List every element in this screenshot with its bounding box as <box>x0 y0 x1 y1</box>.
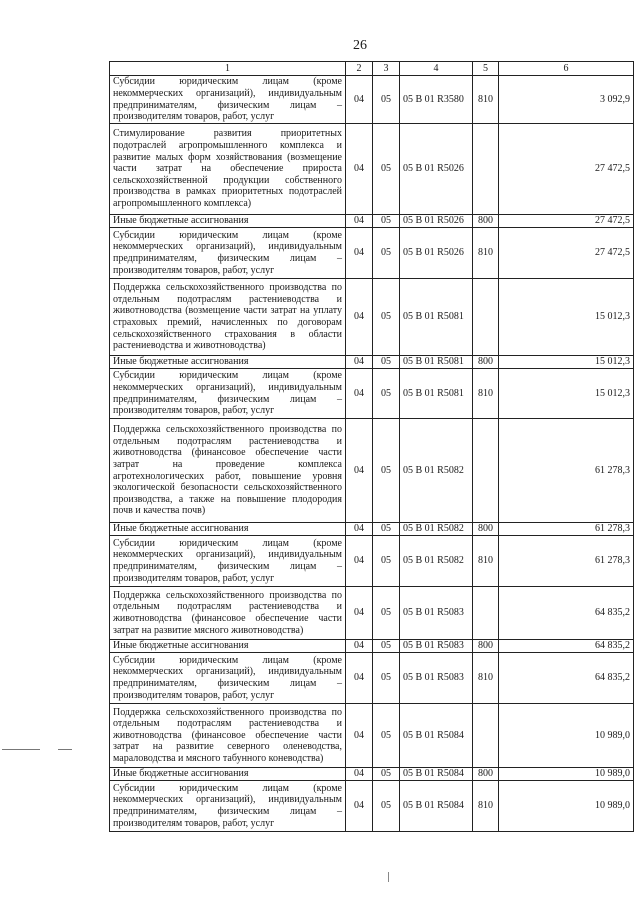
row-description: Субсидии юридическим лицам (кроме некоммерческих организаций), индивидуальным предпринимателям, физическим лицам – производителям товаров, работ, услуг <box>110 653 346 704</box>
expense-type-code: 800 <box>473 523 499 536</box>
column-header: 1 <box>110 62 346 76</box>
table-row <box>110 640 634 653</box>
page-number: 26 <box>353 38 367 53</box>
expense-type-code <box>473 124 499 215</box>
amount: 15 012,3 <box>499 369 634 419</box>
target-article-code: 05 В 01 R5082 <box>400 523 473 536</box>
table-row <box>110 215 634 228</box>
row-description: Поддержка сельскохозяйственного производства по отдельным подотраслям растениеводства и животноводства (финансовое обеспечение части затрат на проведение комплекса агротехнологических работ, повышение уровня экологической безопасности сельскохозяйственного производства, а также на повышение плодородия почв и качества почв) <box>110 419 346 523</box>
amount: 27 472,5 <box>499 124 634 215</box>
column-header: 6 <box>499 62 634 76</box>
expense-type-code: 800 <box>473 640 499 653</box>
target-article-code: 05 В 01 R5081 <box>400 279 473 356</box>
target-article-code: 05 В 01 R5084 <box>400 768 473 781</box>
scan-artifact-tick <box>388 872 389 882</box>
subsection-code: 05 <box>373 653 400 704</box>
table-row <box>110 124 634 215</box>
amount: 15 012,3 <box>499 356 634 369</box>
subsection-code: 05 <box>373 124 400 215</box>
target-article-code: 05 В 01 R5082 <box>400 419 473 523</box>
amount: 10 989,0 <box>499 768 634 781</box>
amount: 10 989,0 <box>499 781 634 832</box>
table-row <box>110 587 634 640</box>
amount: 61 278,3 <box>499 419 634 523</box>
subsection-code: 05 <box>373 781 400 832</box>
subsection-code: 05 <box>373 768 400 781</box>
target-article-code: 05 В 01 R5081 <box>400 356 473 369</box>
column-header: 3 <box>373 62 400 76</box>
amount: 10 989,0 <box>499 704 634 768</box>
target-article-code: 05 В 01 R5083 <box>400 640 473 653</box>
target-article-code: 05 В 01 R5083 <box>400 653 473 704</box>
expense-type-code: 810 <box>473 536 499 587</box>
row-description: Поддержка сельскохозяйственного производства по отдельным подотраслям растениеводства и животноводства (возмещение части затрат на уплату страховых премий, начисленных по договорам сельскохозяйственного страхования в области растениеводства и животноводства) <box>110 279 346 356</box>
section-code: 04 <box>346 215 373 228</box>
target-article-code: 05 В 01 R5084 <box>400 704 473 768</box>
table-row <box>110 523 634 536</box>
table-row <box>110 369 634 419</box>
row-description: Субсидии юридическим лицам (кроме некоммерческих организаций), индивидуальным предпринимателям, физическим лицам – производителям товаров, работ, услуг <box>110 76 346 124</box>
subsection-code: 05 <box>373 536 400 587</box>
scan-artifact-line <box>2 749 40 750</box>
target-article-code: 05 В 01 R5084 <box>400 781 473 832</box>
section-code: 04 <box>346 76 373 124</box>
expense-type-code <box>473 279 499 356</box>
amount: 15 012,3 <box>499 279 634 356</box>
subsection-code: 05 <box>373 228 400 279</box>
target-article-code: 05 В 01 R5026 <box>400 124 473 215</box>
expense-type-code: 800 <box>473 215 499 228</box>
subsection-code: 05 <box>373 76 400 124</box>
row-description: Стимулирование развития приоритетных подотраслей агропромышленного комплекса и развитие малых форм хозяйствования (возмещение части затрат на обеспечение прироста сельскохозяйственной продукции собственного производства в рамках приоритетных подотраслей агропромышленного комплекса) <box>110 124 346 215</box>
amount: 27 472,5 <box>499 215 634 228</box>
table-row <box>110 704 634 768</box>
row-description: Поддержка сельскохозяйственного производства по отдельным подотраслям растениеводства и животноводства (финансовое обеспечение части затрат на развитие мясного животноводства) <box>110 587 346 640</box>
amount: 64 835,2 <box>499 640 634 653</box>
table-row <box>110 279 634 356</box>
row-description: Поддержка сельскохозяйственного производства по отдельным подотраслям растениеводства и животноводства (финансовое обеспечение части затрат на развитие северного оленеводства, мараловодства и мясного табунного коневодства) <box>110 704 346 768</box>
table-row <box>110 76 634 124</box>
expense-type-code <box>473 587 499 640</box>
expense-type-code: 810 <box>473 76 499 124</box>
subsection-code: 05 <box>373 523 400 536</box>
subsection-code: 05 <box>373 279 400 356</box>
column-header: 2 <box>346 62 373 76</box>
expense-type-code: 800 <box>473 356 499 369</box>
amount: 64 835,2 <box>499 587 634 640</box>
amount: 61 278,3 <box>499 523 634 536</box>
amount: 61 278,3 <box>499 536 634 587</box>
section-code: 04 <box>346 536 373 587</box>
row-description: Иные бюджетные ассигнования <box>110 768 346 781</box>
row-description: Субсидии юридическим лицам (кроме некоммерческих организаций), индивидуальным предпринимателям, физическим лицам – производителям товаров, работ, услуг <box>110 536 346 587</box>
target-article-code: 05 В 01 R5026 <box>400 228 473 279</box>
section-code: 04 <box>346 704 373 768</box>
target-article-code: 05 В 01 R5082 <box>400 536 473 587</box>
column-header: 4 <box>400 62 473 76</box>
section-code: 04 <box>346 523 373 536</box>
table-row <box>110 653 634 704</box>
subsection-code: 05 <box>373 419 400 523</box>
table-row <box>110 781 634 832</box>
section-code: 04 <box>346 419 373 523</box>
row-description: Субсидии юридическим лицам (кроме некоммерческих организаций), индивидуальным предпринимателям, физическим лицам – производителям товаров, работ, услуг <box>110 781 346 832</box>
row-description: Иные бюджетные ассигнования <box>110 215 346 228</box>
amount: 3 092,9 <box>499 76 634 124</box>
subsection-code: 05 <box>373 587 400 640</box>
amount: 64 835,2 <box>499 653 634 704</box>
table-row <box>110 768 634 781</box>
expense-type-code: 810 <box>473 781 499 832</box>
section-code: 04 <box>346 228 373 279</box>
amount: 27 472,5 <box>499 228 634 279</box>
section-code: 04 <box>346 124 373 215</box>
section-code: 04 <box>346 369 373 419</box>
target-article-code: 05 В 01 R5026 <box>400 215 473 228</box>
table-row <box>110 419 634 523</box>
section-code: 04 <box>346 653 373 704</box>
subsection-code: 05 <box>373 215 400 228</box>
target-article-code: 05 В 01 R3580 <box>400 76 473 124</box>
subsection-code: 05 <box>373 704 400 768</box>
column-header: 5 <box>473 62 499 76</box>
section-code: 04 <box>346 279 373 356</box>
expense-type-code: 810 <box>473 653 499 704</box>
row-description: Иные бюджетные ассигнования <box>110 523 346 536</box>
section-code: 04 <box>346 587 373 640</box>
subsection-code: 05 <box>373 369 400 419</box>
section-code: 04 <box>346 768 373 781</box>
row-description: Иные бюджетные ассигнования <box>110 356 346 369</box>
row-description: Иные бюджетные ассигнования <box>110 640 346 653</box>
row-description: Субсидии юридическим лицам (кроме некоммерческих организаций), индивидуальным предпринимателям, физическим лицам – производителям товаров, работ, услуг <box>110 369 346 419</box>
expense-type-code: 810 <box>473 228 499 279</box>
target-article-code: 05 В 01 R5081 <box>400 369 473 419</box>
expense-type-code: 800 <box>473 768 499 781</box>
header-row <box>110 62 634 76</box>
table-row <box>110 536 634 587</box>
section-code: 04 <box>346 640 373 653</box>
section-code: 04 <box>346 356 373 369</box>
section-code: 04 <box>346 781 373 832</box>
scan-artifact-line <box>58 749 72 750</box>
expense-type-code: 810 <box>473 369 499 419</box>
expense-type-code <box>473 704 499 768</box>
row-description: Субсидии юридическим лицам (кроме некоммерческих организаций), индивидуальным предпринимателям, физическим лицам – производителям товаров, работ, услуг <box>110 228 346 279</box>
subsection-code: 05 <box>373 640 400 653</box>
target-article-code: 05 В 01 R5083 <box>400 587 473 640</box>
expense-type-code <box>473 419 499 523</box>
table-row <box>110 228 634 279</box>
table-row <box>110 356 634 369</box>
budget-table <box>109 61 634 832</box>
subsection-code: 05 <box>373 356 400 369</box>
